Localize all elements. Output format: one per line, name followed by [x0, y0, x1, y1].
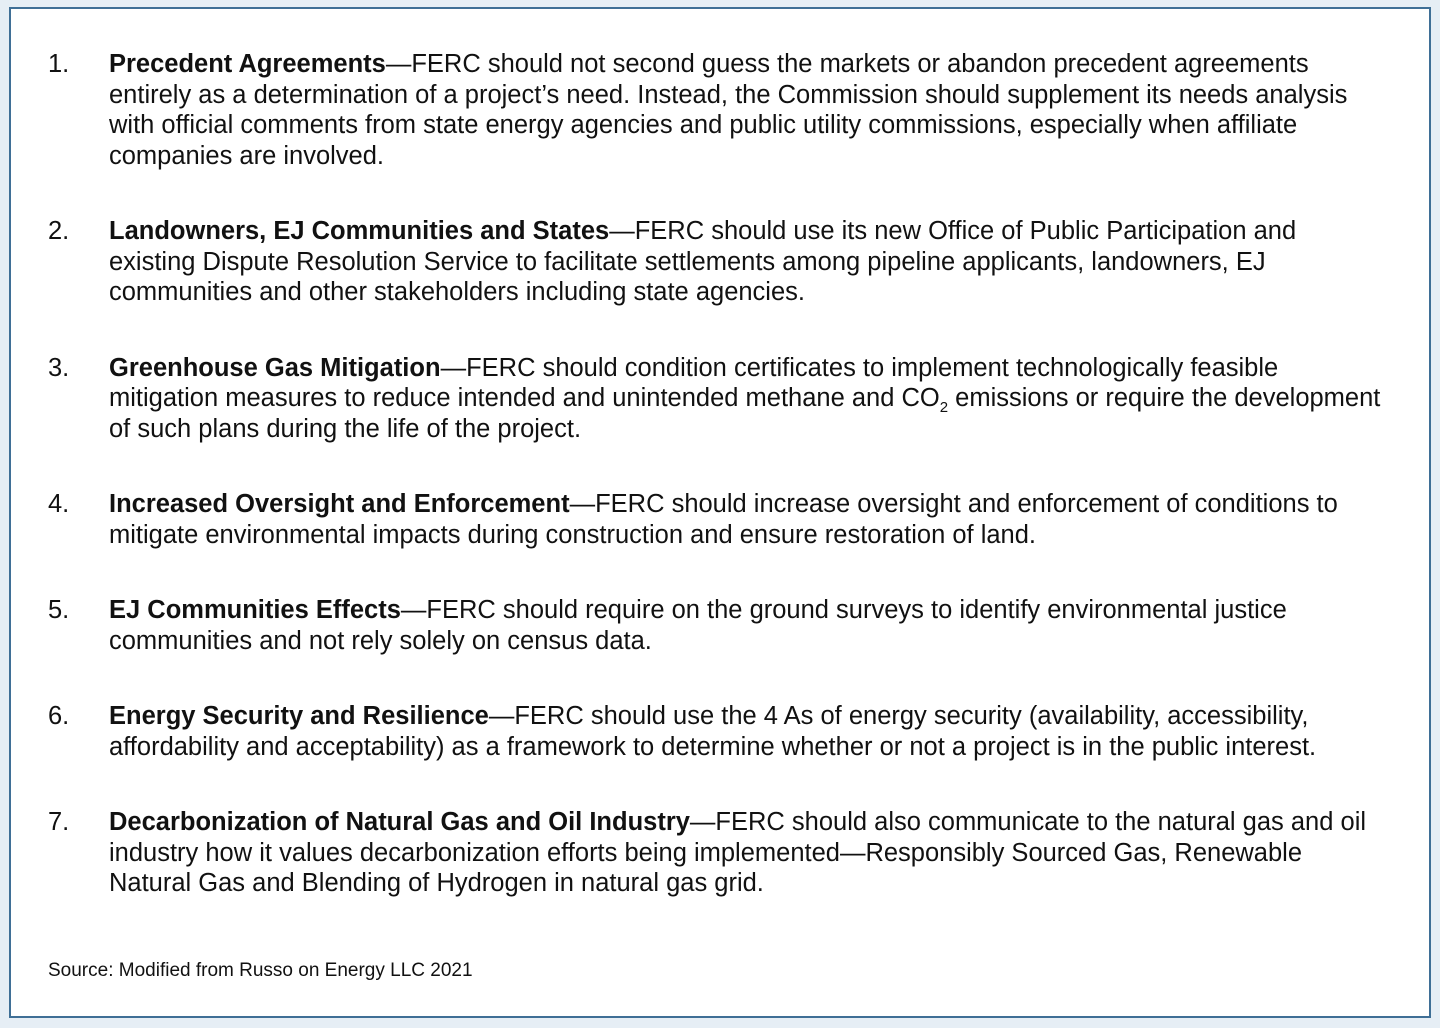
item-number: 2.: [48, 217, 70, 245]
item-text-continued: emissions or require the development of such plans during the life of the project.: [109, 384, 1381, 443]
recommendations-list: [11, 49, 1429, 944]
co2-subscript: 2: [939, 399, 949, 416]
item-heading: Decarbonization of Natural Gas and Oil Industry: [109, 808, 690, 836]
item-number: 1.: [48, 50, 70, 78]
item-heading: EJ Communities Effects: [109, 596, 401, 624]
list-item: [11, 807, 1429, 899]
item-text: —FERC should condition certificates to implement technologically feasible mitigation measures to reduce intended and unintended methane and CO: [109, 353, 1279, 412]
list-item: [11, 353, 1429, 445]
item-number: 7.: [48, 808, 70, 836]
item-text: —FERC should not second guess the markets or abandon precedent agreements entirely as a determination of a project’s need. Instead, the Commission should supplement its needs analysis with official comments from state energy agencies and public utility commissions, especially when affiliate companies are involved.: [109, 50, 1348, 170]
list-item: [11, 49, 1429, 171]
item-text: —FERC should use the 4 As of energy security (availability, accessibility, affordability and acceptability) as a framework to determine whether or not a project is in the public interest.: [109, 702, 1317, 761]
item-number: 6.: [48, 702, 70, 730]
item-number: 3.: [48, 353, 70, 382]
item-number: 5.: [48, 596, 70, 624]
item-heading: Greenhouse Gas Mitigation: [109, 353, 441, 382]
list-item: [11, 595, 1429, 656]
item-text: —FERC should require on the ground surveys to identify environmental justice communities and not rely solely on census data.: [109, 596, 1287, 655]
recommendations-box: [9, 7, 1431, 1018]
list-item: [11, 216, 1429, 308]
item-heading: Precedent Agreements: [109, 50, 386, 78]
source-note: Source: Modified from Russo on Energy LLC 2021: [48, 960, 473, 981]
list-item: [11, 701, 1429, 762]
item-heading: Energy Security and Resilience: [109, 702, 489, 730]
item-heading: Increased Oversight and Enforcement: [109, 490, 570, 518]
item-text: —FERC should use its new Office of Public Participation and existing Dispute Resolution Service to facilitate settlements among pipeline applicants, landowners, EJ communities and other stakeholders including state agencies.: [109, 217, 1297, 306]
item-number: 4.: [48, 490, 70, 518]
item-text: —FERC should increase oversight and enforcement of conditions to mitigate environmental impacts during construction and ensure restoration of land.: [109, 490, 1338, 549]
item-text: —FERC should also communicate to the natural gas and oil industry how it values decarbonization efforts being implemented—Responsibly Sourced Gas, Renewable Natural Gas and Blending of Hydrogen in natural gas grid.: [109, 808, 1367, 897]
item-heading: Landowners, EJ Communities and States: [109, 217, 610, 245]
list-item: [11, 489, 1429, 550]
